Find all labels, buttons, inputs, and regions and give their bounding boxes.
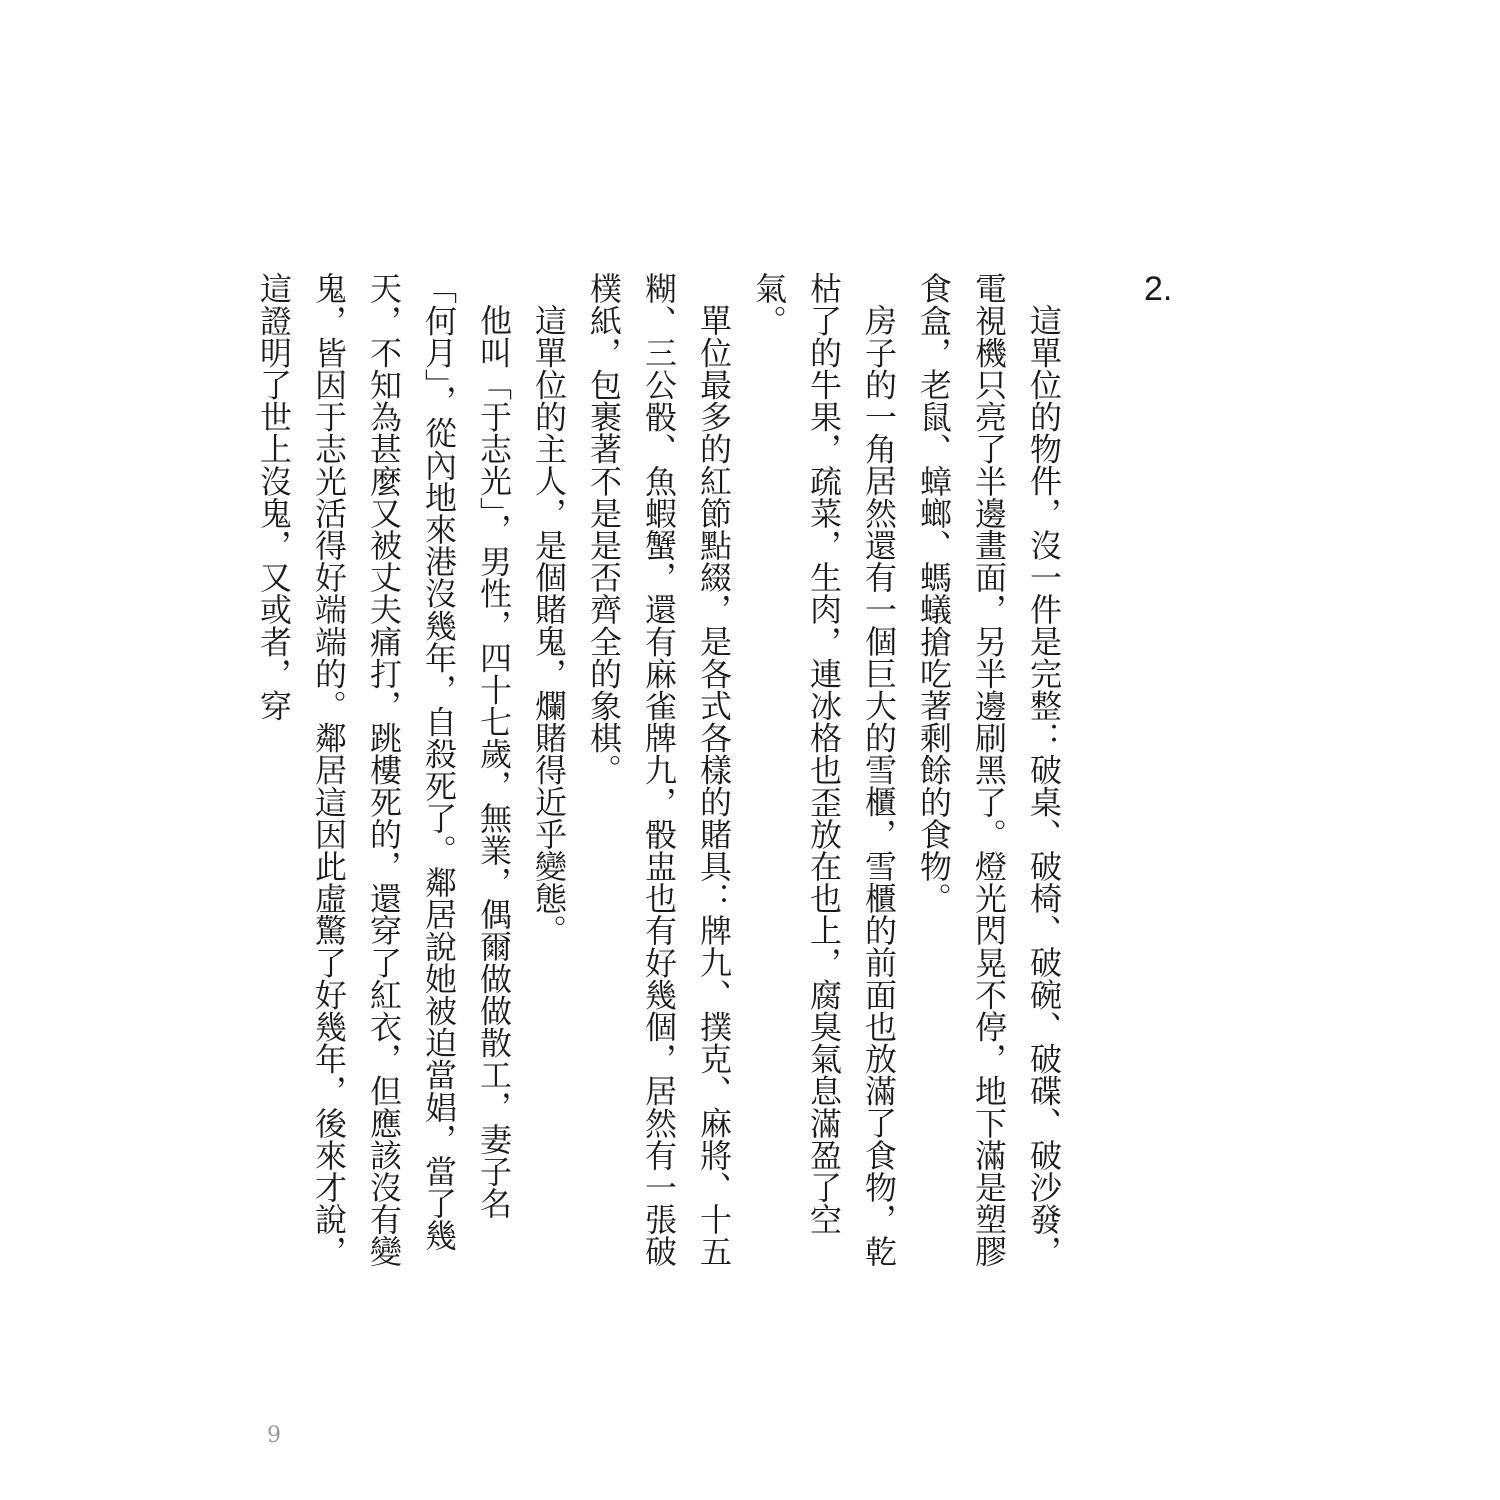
paragraph-1: 這單位的物件，沒一件是完整：破桌、破椅、破碗、破碟、破沙發，電視機只亮了半邊畫面，另半邊刷黑了。燈光閃晃不停，地下滿是塑膠食盒，老鼠、蟑螂、螞蟻搶吃著剩餘的食物。 (915, 272, 1063, 1268)
paragraph-5: 他叫「于志光」，男性，四十七歲，無業，偶爾做做散工，妻子名「何月」，從內地來港沒幾年，自殺死了。鄰居說她被迫當娼，當了幾天，不知為甚麼又被丈夫痛打，跳樓死的，還穿了紅衣，但應該沒有變鬼，皆因于志光活得好端端的。鄰居這因此虛驚了好幾年，後來才說，這證明了世上沒鬼，又或者，穿 (255, 272, 513, 1268)
vertical-text-body (246, 272, 1071, 1272)
paragraph-3: 單位最多的紅節點綴，是各式各樣的賭具：牌九、撲克、麻將、十五糊、三公骰、魚蝦蟹，還有麻雀牌九，骰盅也有好幾個，居然有一張破樸紙，包裹著不是是否齊全的象棋。 (585, 272, 733, 1268)
paragraph-4: 這單位的主人，是個賭鬼，爛賭得近乎變態。 (530, 304, 568, 946)
page-number: 9 (267, 1423, 281, 1448)
section-number: 2. (1144, 270, 1173, 308)
paragraph-2: 房子的一角居然還有一個巨大的雪櫃，雪櫃的前面也放滿了食物，乾枯了的牛果，疏菜，生肉，連冰格也歪放在也上，腐臭氣息滿盈了空氣。 (750, 272, 898, 1267)
